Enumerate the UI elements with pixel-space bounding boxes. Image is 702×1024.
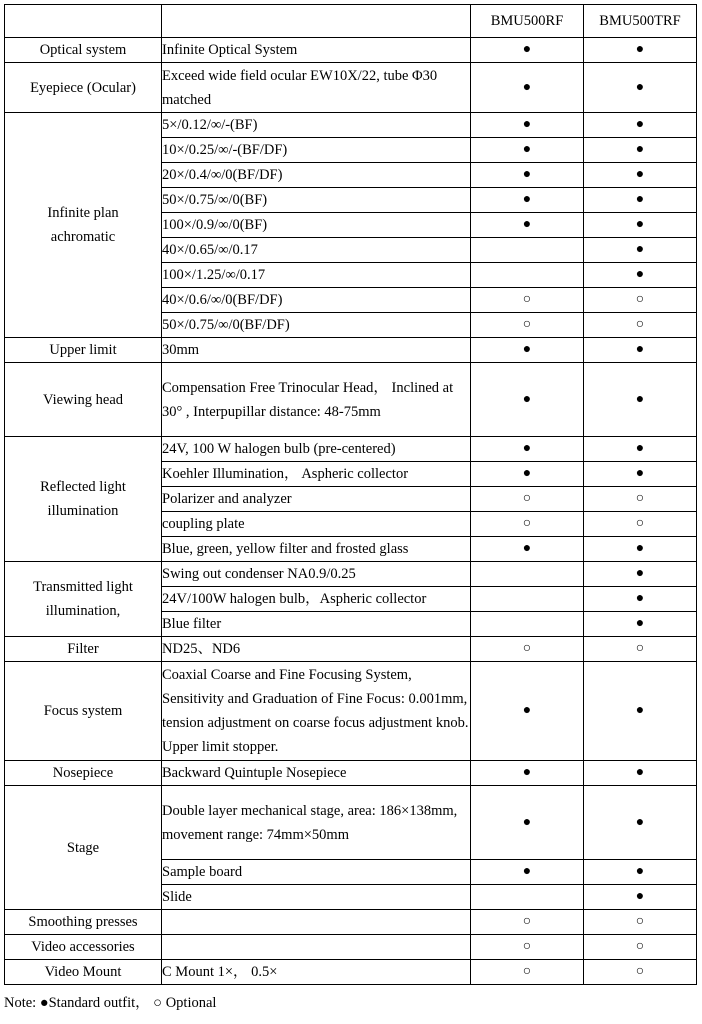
model-b-mark: ● [584,38,697,63]
description-cell: coupling plate [162,512,471,537]
category-label: Nosepiece [52,765,114,781]
model-a-mark: ● [471,188,584,213]
model-b-mark: ○ [584,637,697,662]
model-a-mark [471,587,584,612]
model-b-mark: ● [584,562,697,587]
category-cell [5,562,162,637]
category-label: Infinite plan achromatic [47,205,119,245]
model-a-mark: ● [471,537,584,562]
legend-note: Note: ●Standard outfit， ○ Optional [4,995,217,1011]
category-label: Eyepiece (Ocular) [30,79,136,96]
category-cell [5,38,162,63]
table-row [5,63,697,113]
category-cell [5,761,162,786]
model-b-mark: ● [584,612,697,637]
description-cell: ND25、ND6 [162,637,471,662]
category-cell [5,960,162,985]
category-cell [5,63,162,113]
model-b-mark: ○ [584,935,697,960]
category-label: Smoothing presses [28,914,138,930]
model-a-mark: ○ [471,960,584,985]
category-cell [5,662,162,761]
table-row [5,786,697,860]
model-a-mark: ● [471,462,584,487]
category-cell [5,437,162,562]
model-a-mark [471,885,584,910]
table-header [5,5,697,38]
model-a-mark: ● [471,63,584,113]
model-b-mark: ● [584,238,697,263]
header-model-b: BMU500TRF [584,5,697,38]
description-cell: Swing out condenser NA0.9/0.25 [162,562,471,587]
model-a-mark: ● [471,138,584,163]
description-cell: Exceed wide field ocular EW10X/22, tube Φ30 matched [162,63,471,113]
table-row [5,363,697,437]
header-model-a: BMU500RF [471,5,584,38]
model-b-mark: ○ [584,487,697,512]
model-b-mark: ● [584,113,697,138]
description-cell: Double layer mechanical stage, area: 186×138mm, movement range: 74mm×50mm [162,786,471,860]
category-label: Video Mount [44,964,122,980]
model-b-mark: ○ [584,512,697,537]
description-cell: Backward Quintuple Nosepiece [162,761,471,786]
category-label: Focus system [43,703,123,719]
model-b-mark: ○ [584,288,697,313]
model-b-mark: ● [584,537,697,562]
model-a-mark: ○ [471,288,584,313]
model-a-mark: ● [471,761,584,786]
model-a-mark: ● [471,113,584,138]
category-label: Optical system [39,42,127,58]
model-b-mark: ● [584,188,697,213]
table-body [5,38,697,985]
model-b-mark: ● [584,363,697,437]
model-a-mark: ● [471,163,584,188]
description-cell: Polarizer and analyzer [162,487,471,512]
table-row [5,960,697,985]
model-b-mark: ● [584,63,697,113]
description-cell: 20×/0.4/∞/0(BF/DF) [162,163,471,188]
model-b-mark: ● [584,437,697,462]
table-row [5,761,697,786]
description-cell: Slide [162,885,471,910]
model-a-mark: ● [471,363,584,437]
header-blank-cell [5,5,162,38]
model-a-mark: ○ [471,313,584,338]
description-cell: 50×/0.75/∞/0(BF/DF) [162,313,471,338]
model-a-mark [471,612,584,637]
model-a-mark: ● [471,338,584,363]
model-b-mark: ● [584,761,697,786]
model-a-mark: ○ [471,910,584,935]
spec-table [4,4,697,985]
category-label: Video accessories [31,939,135,955]
category-cell [5,935,162,960]
table-row [5,113,697,138]
description-cell: 40×/0.6/∞/0(BF/DF) [162,288,471,313]
model-a-mark: ○ [471,935,584,960]
table-row [5,437,697,462]
model-a-mark: ● [471,213,584,238]
category-label: Filter [67,641,99,657]
table-row [5,637,697,662]
description-cell: 40×/0.65/∞/0.17 [162,238,471,263]
table-row [5,338,697,363]
category-cell [5,786,162,910]
description-cell: Infinite Optical System [162,38,471,63]
model-b-mark: ● [584,163,697,188]
model-a-mark [471,263,584,288]
description-cell: Coaxial Coarse and Fine Focusing System, Sensitivity and Graduation of Fine Focus: 0.001mm, tension adjustment on coarse focus adjustment knob. Upper limit stopper. [162,662,471,761]
model-b-mark: ● [584,138,697,163]
description-cell: Blue, green, yellow filter and frosted glass [162,537,471,562]
description-cell: 5×/0.12/∞/-(BF) [162,113,471,138]
table-row [5,935,697,960]
category-label: Viewing head [42,391,124,408]
table-row [5,662,697,761]
model-b-mark: ● [584,213,697,238]
model-b-mark: ○ [584,960,697,985]
table-row [5,910,697,935]
model-a-mark: ● [471,786,584,860]
header-row [5,5,697,38]
model-a-mark [471,238,584,263]
description-cell: C Mount 1×， 0.5× [162,960,471,985]
model-b-mark: ● [584,263,697,288]
description-cell: 30mm [162,338,471,363]
model-b-mark: ● [584,587,697,612]
model-a-mark: ○ [471,487,584,512]
description-cell: Koehler Illumination， Aspheric collector [162,462,471,487]
header-blank-cell [162,5,471,38]
description-cell [162,910,471,935]
model-a-mark: ● [471,662,584,761]
description-cell: 24V/100W halogen bulb，Aspheric collector [162,587,471,612]
model-a-mark: ○ [471,637,584,662]
table-row [5,38,697,63]
category-label: Transmitted light illumination, [33,579,133,619]
model-b-mark: ● [584,885,697,910]
model-a-mark [471,562,584,587]
model-b-mark: ● [584,662,697,761]
model-b-mark: ● [584,338,697,363]
category-cell [5,113,162,338]
description-cell: 24V, 100 W halogen bulb (pre-centered) [162,437,471,462]
description-cell: 100×/1.25/∞/0.17 [162,263,471,288]
description-cell: 10×/0.25/∞/-(BF/DF) [162,138,471,163]
model-a-mark: ● [471,38,584,63]
category-label: Reflected light illumination [40,479,126,519]
model-b-mark: ○ [584,910,697,935]
table-row [5,562,697,587]
description-cell: 50×/0.75/∞/0(BF) [162,188,471,213]
category-cell [5,338,162,363]
description-cell: Blue filter [162,612,471,637]
model-b-mark: ● [584,786,697,860]
category-cell [5,637,162,662]
model-b-mark: ● [584,462,697,487]
description-cell: 100×/0.9/∞/0(BF) [162,213,471,238]
category-label: Upper limit [49,342,117,358]
description-cell [162,935,471,960]
model-a-mark: ● [471,437,584,462]
model-a-mark: ● [471,860,584,885]
model-b-mark: ● [584,860,697,885]
category-cell [5,363,162,437]
model-b-mark: ○ [584,313,697,338]
category-label: Stage [66,839,100,856]
model-a-mark: ○ [471,512,584,537]
category-cell [5,910,162,935]
description-cell: Compensation Free Trinocular Head， Inclined at 30° , Interpupillar distance: 48-75mm [162,363,471,437]
description-cell: Sample board [162,860,471,885]
